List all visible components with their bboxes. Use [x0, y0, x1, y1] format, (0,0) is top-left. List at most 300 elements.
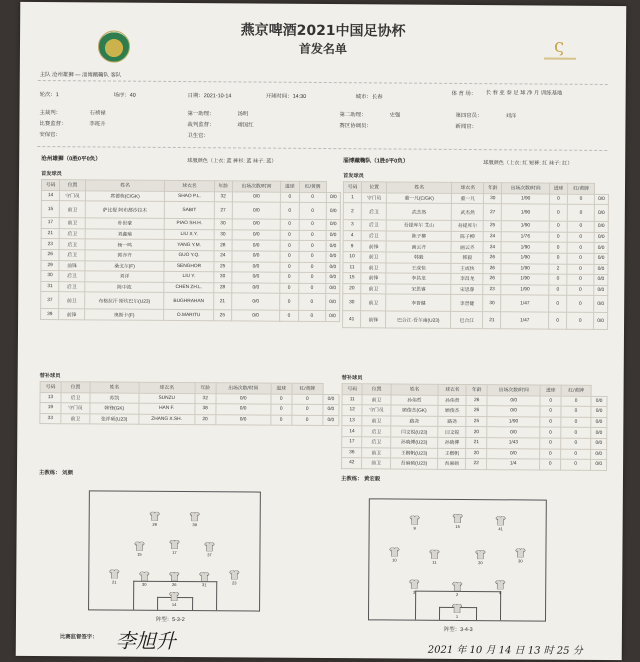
player-row	[343, 294, 608, 313]
player-cell: 前锋	[59, 260, 84, 271]
player-cell: 31	[41, 281, 59, 292]
teams-line: 主队 沧州雄狮 — 淄博蹴鞠队 客队	[39, 72, 122, 79]
player-cell: 前锋	[361, 273, 386, 284]
player-cell: 1/90	[501, 274, 549, 285]
player-row	[342, 458, 607, 470]
player-cell: 0	[280, 202, 298, 219]
jersey-number: 11	[432, 559, 437, 565]
player-cell: 32	[195, 393, 216, 404]
player-cell: 30	[343, 294, 361, 311]
player-jersey-icon	[495, 580, 505, 596]
player-jersey-icon	[169, 572, 179, 587]
player-cell: 42	[342, 458, 362, 469]
player-cell: 路尧	[390, 416, 438, 427]
jersey-number: 14	[171, 601, 177, 607]
player-cell: 0	[567, 285, 594, 296]
player-cell: 奥斯卡(F)	[84, 309, 164, 320]
player-cell: 苏凯	[90, 392, 139, 403]
player-cell: 0	[280, 272, 298, 283]
away-subs-table	[341, 383, 608, 471]
player-cell: 0/0	[232, 272, 280, 283]
player-jersey-icon	[229, 570, 239, 586]
player-cell: SUNZU	[139, 393, 195, 404]
player-cell: 吾提库尔	[452, 221, 484, 232]
player-cell: 桑戈尔(F)	[85, 260, 165, 271]
player-cell: 0/0	[231, 310, 279, 321]
player-cell: ZHANG X.SH.	[139, 414, 195, 425]
player-cell: 0/0	[232, 251, 280, 262]
player-cell: 26	[483, 274, 501, 285]
column-header: 年龄	[466, 385, 486, 396]
player-cell: 29	[41, 260, 59, 271]
player-cell: 33	[40, 413, 61, 424]
player-cell: 0	[549, 253, 567, 264]
player-cell: 陈子柳	[451, 231, 483, 242]
player-cell: 0/0	[594, 253, 608, 264]
player-cell: 30	[214, 219, 232, 230]
player-cell: SHAO P.L.	[165, 191, 214, 202]
player-cell: 0	[540, 406, 560, 417]
player-cell: 36	[342, 447, 362, 458]
kickoff-time: 开球时间：14:30	[265, 93, 307, 100]
player-cell: 0	[567, 313, 594, 330]
player-cell: HAN F.	[139, 403, 195, 414]
player-cell: 1/47	[501, 295, 549, 312]
player-cell: 0	[567, 264, 594, 275]
player-cell: 1/90	[501, 242, 549, 253]
player-cell: 26	[483, 263, 501, 274]
player-cell: 26	[41, 250, 59, 261]
player-cell: 0/0	[215, 415, 270, 426]
player-cell: 2	[549, 264, 567, 275]
player-jersey-icon	[134, 542, 144, 557]
document-subtitle: 首发名单	[298, 41, 348, 57]
player-cell: 0/0	[591, 396, 607, 407]
player-cell: 1/43	[487, 438, 541, 449]
column-header: 进球	[281, 181, 299, 192]
official-name: 靖国红	[237, 122, 254, 129]
player-cell: 1/4	[486, 459, 540, 470]
jersey-number: 30	[518, 558, 523, 564]
player-cell: 3	[343, 220, 361, 231]
home-formation: 阵型：5-3-2	[155, 616, 185, 624]
player-cell: 17	[342, 437, 362, 448]
player-cell: 0	[292, 394, 323, 405]
player-cell: 前卫	[361, 252, 386, 263]
player-cell: 21	[466, 437, 486, 448]
player-cell: 0/0	[326, 241, 340, 252]
player-cell: 0	[540, 438, 560, 449]
jersey-number: 41	[498, 526, 503, 532]
home-subs-label: 替补球员	[39, 373, 61, 380]
home-kit: 球服颜色（上衣: 蓝 裤衫: 蓝 袜子: 蓝）	[187, 158, 277, 165]
player-cell: PIAO SH.H.	[165, 219, 214, 230]
player-cell: 15	[343, 273, 361, 284]
player-cell: 李昌龙	[451, 274, 483, 285]
column-header: 姓名	[387, 182, 452, 193]
player-cell: 0	[540, 459, 560, 470]
player-cell: 1/90	[502, 221, 550, 232]
column-header: 球衣名	[165, 180, 214, 191]
official-label: 主裁判：	[39, 110, 62, 117]
player-cell: 前卫	[361, 284, 386, 295]
player-cell: 陈子柳	[386, 231, 451, 242]
player-cell: 37	[41, 292, 59, 309]
player-cell: 11	[342, 394, 362, 405]
player-cell: 0/0	[326, 262, 340, 273]
player-cell: 0/0	[591, 407, 607, 418]
player-cell: 26	[483, 253, 501, 264]
player-cell: 前卫	[60, 218, 85, 229]
player-cell: 张祥硕(U23)	[90, 414, 139, 425]
venue: 长 春 亚 泰 足 球 净 月 训练基地	[485, 90, 563, 97]
player-jersey-icon	[199, 572, 209, 588]
home-team-name: 沧州雄狮（0胜0平0负）	[41, 156, 101, 163]
player-cell: 0/0	[326, 230, 340, 241]
official-label: 卫生官：	[187, 133, 209, 140]
jersey-number: 21	[111, 579, 117, 585]
player-cell: 后卫	[60, 228, 85, 239]
jersey-number: 39	[192, 522, 197, 528]
home-subs-table	[39, 381, 339, 426]
player-cell: 0	[549, 194, 567, 205]
player-cell: 0/0	[232, 191, 280, 202]
player-jersey-icon	[496, 516, 506, 532]
player-jersey-icon	[150, 512, 160, 527]
player-cell: 0/0	[232, 293, 280, 310]
player-cell: 路尧	[438, 416, 466, 427]
player-cell: 1/76	[502, 232, 550, 243]
player-cell: CHEN ZH.L.	[164, 282, 213, 293]
player-cell: 0/0	[323, 405, 339, 416]
player-cell: GUO Y.Q.	[164, 250, 213, 261]
player-cell: 0/0	[487, 395, 541, 406]
player-cell: 11	[343, 262, 361, 273]
player-cell: 后卫	[59, 250, 84, 261]
player-cell: 0/0	[594, 285, 608, 296]
player-cell: 25	[213, 310, 231, 321]
jersey-number: 20	[478, 560, 483, 566]
player-cell: 0	[280, 294, 298, 311]
player-cell: 韩毅	[386, 252, 451, 263]
player-jersey-icon	[139, 572, 149, 587]
player-cell: 0/0	[594, 275, 608, 286]
away-coach: 主教练： 黄宏毅	[340, 476, 381, 483]
player-cell: 1/90	[501, 263, 549, 274]
player-jersey-icon	[452, 604, 462, 619]
player-cell: 27	[214, 202, 232, 219]
column-header: 出场次数/时间	[216, 383, 271, 394]
player-cell: 守门员	[362, 405, 390, 416]
column-header: 年龄	[484, 183, 502, 194]
player-cell: 后卫	[59, 281, 84, 292]
player-jersey-icon	[204, 542, 214, 558]
player-cell: 0	[299, 220, 326, 231]
player-jersey-icon	[453, 514, 463, 529]
player-cell: 董一凡	[452, 193, 484, 204]
player-cell: 0/0	[216, 404, 271, 415]
player-cell: 0/0	[487, 406, 541, 417]
player-cell: 后卫	[361, 203, 386, 220]
player-cell: 30	[483, 295, 501, 312]
player-cell: 0	[567, 204, 594, 221]
player-cell: 0	[299, 241, 326, 252]
column-header: 年龄	[214, 181, 232, 192]
player-cell: 0	[568, 194, 595, 205]
player-cell: 0/0	[486, 448, 540, 459]
jersey-number: 10	[392, 557, 397, 563]
away-subs-label: 替补球员	[341, 375, 363, 382]
jersey-number: 17	[172, 549, 177, 555]
player-cell: 20	[343, 283, 361, 294]
player-cell: 李晋健	[386, 294, 451, 311]
player-cell: 0	[561, 396, 591, 407]
player-cell: 25	[483, 221, 501, 232]
jersey-number: 29	[152, 521, 157, 527]
player-cell: 孙伟哲	[438, 395, 466, 406]
player-cell: 0	[561, 417, 591, 428]
column-header: 位置	[60, 180, 85, 191]
column-header: 出场次数/时间	[232, 181, 280, 192]
player-cell: 韩锋(GK)	[90, 403, 139, 414]
player-cell: 1/90	[501, 285, 549, 296]
official-name: 石祯禄	[89, 110, 106, 117]
player-cell: 0/0	[232, 219, 280, 230]
official-label: 比赛监督：	[39, 121, 67, 128]
player-jersey-icon	[452, 582, 462, 597]
column-header: 年龄	[195, 383, 216, 394]
column-header: 号码	[41, 180, 59, 191]
player-cell: 0/0	[232, 230, 280, 241]
player-cell: 0/0	[487, 427, 541, 438]
player-cell: 0/0	[594, 264, 608, 275]
player-cell: 0	[271, 404, 292, 415]
player-cell: 20	[466, 427, 486, 438]
home-coach: 主教练： 刘颇	[38, 470, 73, 477]
player-cell: 0	[280, 251, 298, 262]
player-cell: 39	[41, 309, 59, 320]
player-cell: 1/90	[502, 204, 550, 221]
jersey-number: 26	[171, 581, 177, 587]
player-cell: 前卫	[361, 294, 386, 311]
player-cell: 守门员	[60, 190, 85, 201]
player-cell: 1/90	[501, 253, 549, 264]
player-cell: 后卫	[361, 231, 386, 242]
match-date: 日期：2021-10-14	[187, 93, 232, 100]
player-cell: 刘洋	[85, 271, 165, 282]
player-cell: 前卫	[59, 292, 84, 309]
player-cell: 0/0	[325, 311, 339, 322]
player-cell: 23	[41, 239, 59, 250]
player-cell: 13	[342, 415, 362, 426]
player-row	[40, 413, 339, 426]
column-header: 位置	[362, 182, 387, 193]
player-row	[343, 311, 608, 330]
player-cell: 1	[343, 192, 361, 203]
player-cell: 王楷帆(U23)	[390, 448, 438, 459]
player-cell: 20	[466, 448, 486, 459]
player-cell: BUGHRAHAN	[164, 293, 213, 310]
player-cell: 后卫	[59, 239, 84, 250]
player-cell: 0	[298, 283, 325, 294]
player-cell: 宋思睿	[451, 284, 483, 295]
column-header: 红/黄牌	[299, 181, 326, 192]
player-cell: 董一凡(C/GK)	[387, 193, 452, 204]
player-cell: 25	[466, 416, 486, 427]
player-cell: 0	[567, 232, 594, 243]
player-cell: 0	[549, 274, 567, 285]
supervisor-signature: 李旭升	[115, 628, 176, 653]
player-cell: 孙晓博(U23)	[390, 437, 438, 448]
column-header: 号码	[40, 382, 61, 393]
player-cell: 0	[281, 192, 299, 203]
jersey-number: 23	[231, 580, 237, 586]
official-label: 第四官员：	[455, 112, 483, 120]
player-cell: 0/0	[591, 428, 607, 439]
player-cell: 30	[214, 230, 232, 241]
player-row	[41, 309, 340, 322]
player-cell: 朴世豪	[85, 218, 165, 229]
player-cell: 萨比提 阿布都沙拉木	[85, 201, 165, 219]
player-cell: 0	[280, 311, 298, 322]
player-cell: 巴合江·吾尔南(U23)	[386, 311, 451, 328]
player-cell: 0	[549, 204, 567, 221]
jersey-number: 31	[201, 582, 207, 588]
home-formation-pitch	[88, 490, 261, 611]
player-cell: 0	[271, 394, 292, 405]
player-cell: 画云齐	[386, 241, 451, 252]
player-cell: 王成快	[386, 263, 451, 274]
column-header: 进球	[271, 383, 292, 394]
city: 城市：长春	[355, 94, 383, 101]
player-cell: SABIT	[165, 202, 214, 219]
player-cell: 0	[299, 230, 326, 241]
jersey-number: 3	[413, 589, 416, 595]
player-cell: 0/0	[594, 222, 608, 233]
player-jersey-icon	[429, 550, 439, 565]
player-cell: 0/0	[594, 243, 608, 254]
player-cell: 后卫	[61, 392, 90, 403]
player-cell: 0	[280, 262, 298, 273]
player-cell: 14	[41, 190, 59, 201]
jersey-number: 15	[455, 523, 460, 529]
player-cell: 26	[466, 406, 486, 417]
player-cell: SENGHOR	[164, 261, 213, 272]
column-header: 号码	[343, 182, 361, 193]
player-cell: 0	[298, 272, 325, 283]
player-cell: 0	[299, 203, 326, 220]
player-cell: 前锋	[361, 311, 386, 328]
player-cell: 28	[213, 282, 231, 293]
player-cell: 宋思睿	[386, 284, 451, 295]
player-cell: 22	[466, 459, 486, 470]
match-number: 场序：40	[113, 92, 136, 99]
player-jersey-icon	[409, 580, 419, 595]
away-formation-pitch	[368, 498, 547, 621]
official-name: 李班升	[89, 121, 106, 128]
player-cell: 0/0	[594, 232, 608, 243]
player-cell: 0	[567, 253, 594, 264]
column-header: 球衣名	[139, 382, 195, 393]
player-cell: 吾提库尔 艾山	[386, 220, 451, 231]
player-cell: 守门员	[362, 192, 387, 203]
player-cell: 布格拉汗 斯坎巴尔(U23)	[84, 292, 164, 310]
player-cell: 前卫	[362, 447, 390, 458]
player-cell: 0	[549, 242, 567, 253]
player-cell: 2	[343, 203, 361, 220]
player-cell: 26	[466, 395, 486, 406]
column-header: 姓名	[85, 180, 165, 191]
player-cell: 19	[40, 403, 61, 414]
player-cell: 前卫	[61, 413, 90, 424]
player-cell: 24	[214, 251, 232, 262]
player-cell: 顾俊杰	[438, 406, 466, 417]
player-cell: 32	[214, 191, 232, 202]
player-cell: 0/0	[326, 273, 340, 284]
player-cell: 0/0	[594, 194, 608, 205]
player-cell: 0/0	[326, 283, 340, 294]
official-label: 赛区协调员：	[339, 123, 372, 130]
player-cell: 0	[280, 219, 298, 230]
player-cell: 前卫	[361, 262, 386, 273]
player-cell: 20	[195, 414, 216, 425]
jersey-number: 15	[137, 551, 142, 557]
player-jersey-icon	[389, 547, 399, 563]
player-cell: 武杰然	[452, 204, 484, 221]
player-cell: 0/0	[594, 205, 608, 222]
lineup-sheet	[16, 2, 627, 660]
player-cell: 郭亦齐	[85, 250, 165, 261]
player-cell: 0/0	[591, 438, 607, 449]
player-cell: 13	[40, 392, 61, 403]
player-cell: 4	[343, 230, 361, 241]
player-cell: 0	[561, 449, 591, 460]
player-cell: 0	[549, 221, 567, 232]
player-cell: 0/0	[594, 313, 608, 330]
player-cell: 0	[567, 274, 594, 285]
player-cell: 0	[298, 311, 325, 322]
player-cell: 0	[298, 262, 325, 273]
player-cell: 0/0	[232, 283, 280, 294]
official-label: 新闻官：	[455, 123, 478, 131]
player-cell: 10	[343, 252, 361, 263]
away-team-name: 淄博蹴鞠队（1胜0平0负）	[343, 158, 409, 165]
player-cell: 0	[561, 406, 591, 417]
player-cell: 席德栋(C/GK)	[85, 190, 165, 201]
player-cell: 闫文锐(U23)	[390, 426, 438, 437]
player-cell: 38	[195, 404, 216, 415]
player-jersey-icon	[169, 540, 179, 555]
official-label: 第一助理：	[187, 111, 215, 118]
player-cell: 0	[299, 251, 326, 262]
player-cell: 30	[41, 271, 59, 282]
player-cell: 24	[483, 242, 501, 253]
player-cell: 0/0	[232, 202, 280, 219]
handwritten-date: 2021 年 10 月 14 日 13 时 25 分	[427, 644, 583, 657]
official-label: 第二助理：	[339, 112, 367, 119]
column-header: 红/黄牌	[292, 383, 323, 394]
player-cell: 28	[214, 240, 232, 251]
player-cell: 21	[483, 312, 501, 329]
player-cell: 30	[484, 193, 502, 204]
away-starters-table	[342, 181, 609, 330]
player-cell: 21	[41, 228, 59, 239]
player-cell: 守门员	[61, 403, 90, 414]
player-cell: 0/0	[326, 220, 340, 231]
column-header: 出场次数/时间	[487, 385, 541, 396]
player-cell: 孙晓博	[438, 437, 466, 448]
player-cell: 1/90	[502, 193, 550, 204]
